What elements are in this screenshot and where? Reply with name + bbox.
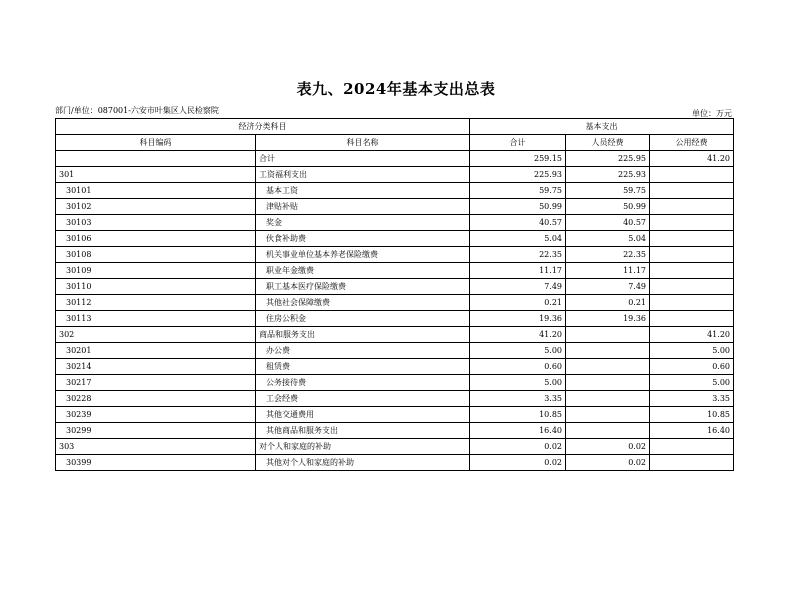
cell-code: 302 [56,327,256,343]
group-header-economic-class: 经济分类科目 [56,119,470,135]
cell-public: 0.60 [650,359,734,375]
table-row [56,279,734,295]
cell-name: 职工基本医疗保险缴费 [256,279,470,295]
cell-total: 40.57 [470,215,566,231]
cell-public [650,439,734,455]
cell-total: 0.02 [470,439,566,455]
column-header-row [56,135,734,151]
cell-total: 5.00 [470,375,566,391]
table-row [56,231,734,247]
cell-name: 其他社会保障缴费 [256,295,470,311]
cell-code: 30109 [56,263,256,279]
cell-public [650,279,734,295]
cell-code: 30113 [56,311,256,327]
cell-total: 22.35 [470,247,566,263]
department-label: 部门/单位：087001-六安市叶集区人民检察院 [55,106,219,115]
cell-total: 11.17 [470,263,566,279]
table-row [56,343,734,359]
cell-total: 3.35 [470,391,566,407]
cell-code: 30112 [56,295,256,311]
cell-name: 住房公积金 [256,311,470,327]
cell-total: 0.60 [470,359,566,375]
page-title: 表九、2024年基本支出总表 [296,80,496,98]
group-header-basic-expenditure: 基本支出 [470,119,734,135]
cell-public: 5.00 [650,343,734,359]
cell-name: 公务接待费 [256,375,470,391]
cell-public [650,455,734,471]
cell-total: 59.75 [470,183,566,199]
cell-public: 5.00 [650,375,734,391]
table-row [56,183,734,199]
cell-code: 30214 [56,359,256,375]
cell-name: 其他交通费用 [256,407,470,423]
cell-code: 30201 [56,343,256,359]
cell-personnel [566,343,650,359]
table-row [56,247,734,263]
column-header-total: 合计 [470,135,566,151]
table-row [56,311,734,327]
cell-personnel: 5.04 [566,231,650,247]
table-row [56,327,734,343]
cell-personnel: 225.95 [566,151,650,167]
cell-personnel: 59.75 [566,183,650,199]
cell-name: 其他商品和服务支出 [256,423,470,439]
cell-code: 30101 [56,183,256,199]
cell-code: 30228 [56,391,256,407]
cell-personnel: 0.02 [566,439,650,455]
cell-personnel [566,407,650,423]
cell-total: 7.49 [470,279,566,295]
cell-personnel: 40.57 [566,215,650,231]
cell-total: 0.21 [470,295,566,311]
cell-name: 职业年金缴费 [256,263,470,279]
cell-code: 30110 [56,279,256,295]
table-row [56,263,734,279]
cell-total: 225.93 [470,167,566,183]
cell-total: 10.85 [470,407,566,423]
cell-name: 办公费 [256,343,470,359]
table-row [56,439,734,455]
expenditure-table [55,118,734,471]
cell-name: 工资福利支出 [256,167,470,183]
cell-personnel [566,375,650,391]
cell-public [650,247,734,263]
cell-code: 301 [56,167,256,183]
cell-total: 5.04 [470,231,566,247]
cell-public [650,263,734,279]
table-row [56,359,734,375]
cell-personnel: 22.35 [566,247,650,263]
cell-total: 50.99 [470,199,566,215]
column-header-code: 科目编码 [56,135,256,151]
cell-personnel [566,391,650,407]
cell-name: 奖金 [256,215,470,231]
table-row [56,455,734,471]
cell-personnel: 11.17 [566,263,650,279]
cell-code: 30102 [56,199,256,215]
cell-personnel [566,423,650,439]
cell-personnel [566,327,650,343]
table-row [56,391,734,407]
table-row [56,407,734,423]
cell-public [650,311,734,327]
group-header-row [56,119,734,135]
cell-code: 30217 [56,375,256,391]
cell-name: 商品和服务支出 [256,327,470,343]
cell-public [650,295,734,311]
table-row [56,167,734,183]
cell-public: 41.20 [650,151,734,167]
cell-name: 基本工资 [256,183,470,199]
table-row [56,375,734,391]
column-header-personnel: 人员经费 [566,135,650,151]
table-row [56,215,734,231]
cell-total: 0.02 [470,455,566,471]
cell-name: 合计 [256,151,470,167]
cell-personnel: 225.93 [566,167,650,183]
table-row [56,151,734,167]
cell-public [650,231,734,247]
column-header-public: 公用经费 [650,135,734,151]
unit-label: 单位：万元 [692,109,732,118]
cell-code: 30399 [56,455,256,471]
table-row [56,199,734,215]
cell-name: 工会经费 [256,391,470,407]
cell-public: 3.35 [650,391,734,407]
cell-public: 16.40 [650,423,734,439]
cell-name: 机关事业单位基本养老保险缴费 [256,247,470,263]
cell-total: 16.40 [470,423,566,439]
cell-name: 租赁费 [256,359,470,375]
cell-public [650,167,734,183]
cell-name: 对个人和家庭的补助 [256,439,470,455]
cell-personnel: 19.36 [566,311,650,327]
cell-code: 30103 [56,215,256,231]
cell-code: 303 [56,439,256,455]
cell-personnel: 50.99 [566,199,650,215]
cell-total: 41.20 [470,327,566,343]
cell-code: 30299 [56,423,256,439]
cell-public: 41.20 [650,327,734,343]
cell-personnel: 0.21 [566,295,650,311]
column-header-name: 科目名称 [256,135,470,151]
cell-total: 5.00 [470,343,566,359]
cell-personnel: 7.49 [566,279,650,295]
cell-public [650,183,734,199]
cell-name: 其他对个人和家庭的补助 [256,455,470,471]
table-row [56,295,734,311]
cell-code [56,151,256,167]
cell-code: 30108 [56,247,256,263]
cell-name: 伙食补助费 [256,231,470,247]
cell-personnel [566,359,650,375]
cell-personnel: 0.02 [566,455,650,471]
cell-public [650,215,734,231]
cell-code: 30239 [56,407,256,423]
cell-total: 259.15 [470,151,566,167]
cell-name: 津贴补贴 [256,199,470,215]
cell-total: 19.36 [470,311,566,327]
cell-code: 30106 [56,231,256,247]
cell-public: 10.85 [650,407,734,423]
cell-public [650,199,734,215]
table-row [56,423,734,439]
